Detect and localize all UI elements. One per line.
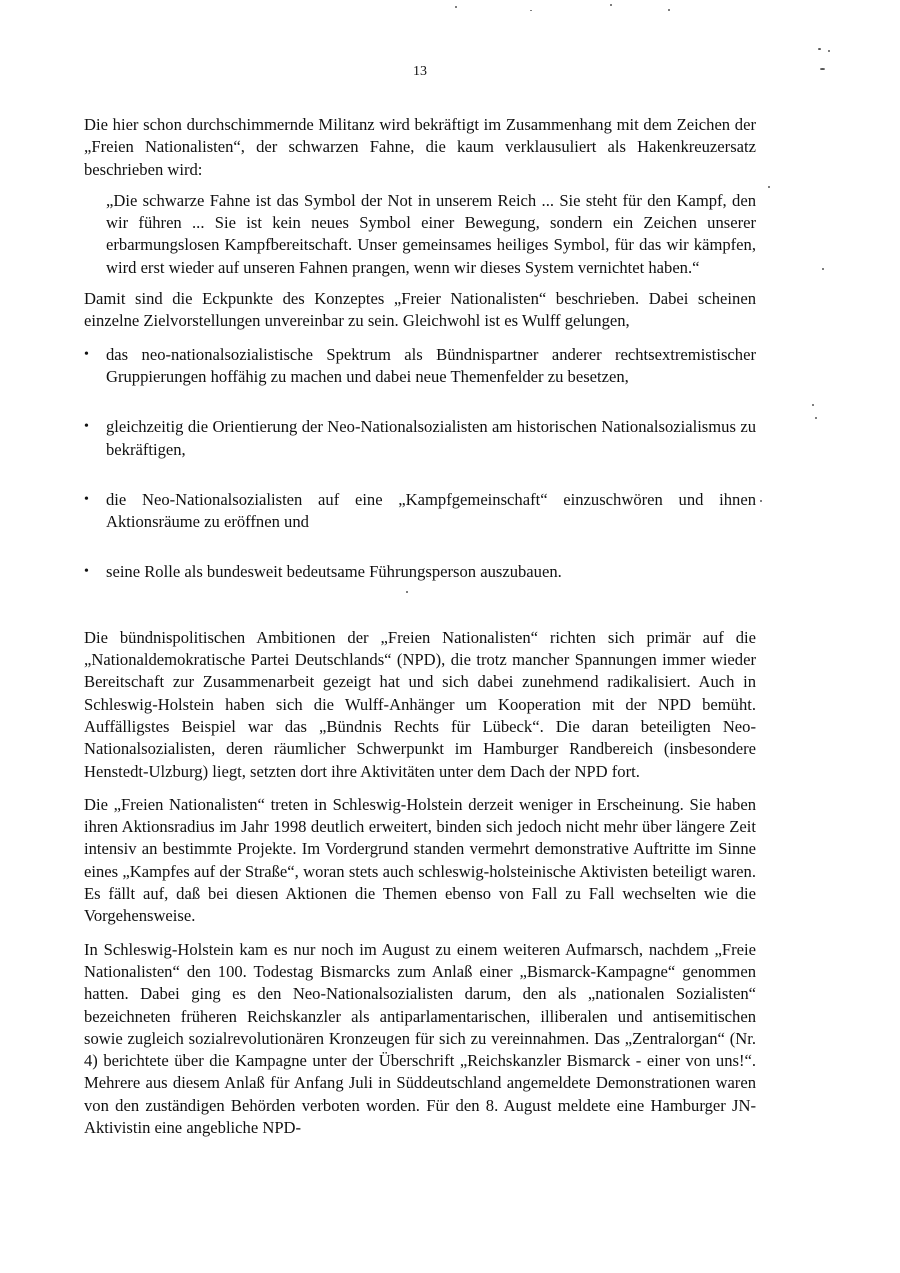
bullet-icon: •: [84, 346, 89, 362]
paragraph-bismarck: In Schleswig-Holstein kam es nur noch im August zu einem weiteren Aufmarsch, nachdem „Freie Nationalisten“ den 100. Todestag Bismarcks zum Anlaß einer „Bismarck-Kampagne“ genommen hatten. Dabei ging es den Neo-Nationalsozialisten darum, den als „nationalen Sozialisten“ bezeichneten früheren Reichskanzler als antiparlamentarischen, illiberalen und antisemitischen sowie zugleich sozialrevolutionären Kronzeugen für sich zu vereinnahmen. Das „Zentralorgan“ (Nr. 4) berichtete über die Kampagne unter der Überschrift „Reichskanzler Bismarck - einer von uns!“. Mehrere aus diesem Anlaß für Anfang Juli in Süddeutschland angemeldete Demonstrationen waren von den zuständigen Behörden verboten worden. Für den 8. August meldete eine Hamburger JN-Aktivistin eine angebliche NPD-: [84, 939, 756, 1137]
paragraph-buendnis: Die bündnispolitischen Ambitionen der „Freien Nationalisten“ richten sich primär auf die „Nationaldemokratische Partei Deutschlands“ (NPD), die trotz mancher Spannungen immer wieder Bereitschaft zur Zusammenarbeit gezeigt hat und sich dabei zunehmend radikalisiert. Auch in Schleswig-Holstein haben sich die Wulff-Anhänger um Kooperation mit der NPD bemüht. Auffälligstes Beispiel war das „Bündnis Rechts für Lübeck“. Die daran beteiligten Neo-Nationalsozialisten, deren räumlicher Schwerpunkt im Hamburger Randbereich (insbesondere Henstedt-Ulzburg) liegt, setzten dort ihre Aktivitäten unter dem Dach der NPD fort.: [84, 627, 756, 781]
list-item-text: das neo-nationalsozialistische Spektrum als Bündnispartner anderer rechtsextremistischer Gruppierungen hoffähig zu machen und dabei neue Themenfelder zu besetzen,: [106, 344, 756, 386]
quote-block: „Die schwarze Fahne ist das Symbol der Not in unserem Reich ... Sie steht für den Kampf, den wir führen ... Sie ist kein neues Symbol einer Bewegung, sondern ein Zeichen unserer erbarmungslosen Kampfbereitschaft. Unser gemeinsames heiliges Symbol, für das wir kämpfen, wird erst wieder auf unseren Fahnen prangen, wenn wir dieses System vernichtet haben.“: [106, 190, 756, 277]
bullet-icon: •: [84, 419, 89, 435]
list-item: [84, 416, 756, 461]
bullet-icon: •: [84, 491, 89, 507]
paragraph-eckpunkte: Damit sind die Eckpunkte des Konzeptes „Freier Nationalisten“ beschrieben. Dabei scheinen einzelne Zielvorstellungen unvereinbar zu sein. Gleichwohl ist es Wulff gelungen,: [84, 289, 756, 331]
list-item: [84, 489, 756, 534]
paragraph-intro: Die hier schon durchschimmernde Militanz wird bekräftigt im Zusammenhang mit dem Zeichen der „Freien Nationalisten“, der schwarzen Fahne, die kaum verklausuliert als Hakenkreuzersatz beschrieben wird:: [84, 115, 756, 179]
paragraph-erscheinung: Die „Freien Nationalisten“ treten in Schleswig-Holstein derzeit weniger in Erscheinung. Sie haben ihren Aktionsradius im Jahr 1998 deutlich erweitert, binden sich jedoch nicht mehr über längere Zeit intensiv an bestimmte Projekte. Im Vordergrund standen vermehrt demonstrative Auftritte im Sinne eines „Kampfes auf der Straße“, woran stets auch schleswig-holsteinische Aktivisten beteiligt waren. Es fällt auf, daß bei diesen Aktionen die Themen ebenso von Fall zu Fall wechselten wie die Vorgehensweise.: [84, 794, 756, 926]
bullet-list: [84, 344, 756, 584]
list-item: [84, 344, 756, 389]
body-text: [84, 114, 756, 1139]
list-item: [84, 561, 756, 583]
list-item-text: gleichzeitig die Orientierung der Neo-Nationalsozialisten am historischen Nationalsozialismus zu bekräftigen,: [106, 417, 756, 459]
list-item-text: die Neo-Nationalsozialisten auf eine „Kampfgemeinschaft“ einzuschwören und ihnen Aktionsräume zu eröffnen und: [106, 489, 756, 532]
page-number: 13: [413, 64, 427, 79]
list-item-text: seine Rolle als bundesweit bedeutsame Führungsperson auszubauen.: [106, 562, 562, 582]
bullet-icon: •: [84, 564, 89, 580]
